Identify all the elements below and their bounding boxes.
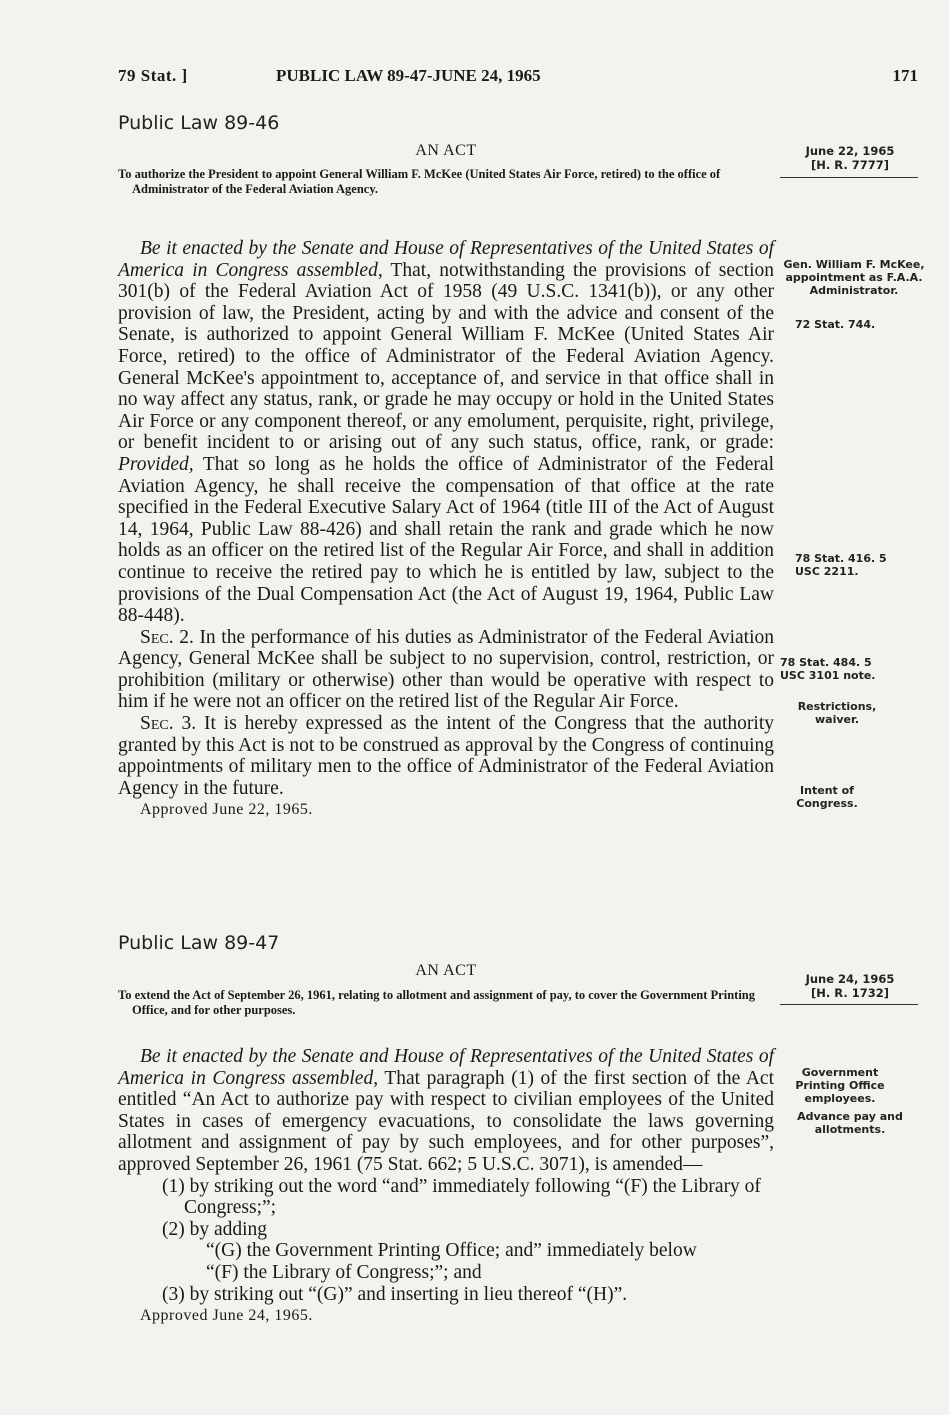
law1-para1: Be it enacted by the Senate and House of Representatives of the United States of America in Congress assembled, That, notwithstanding the provisions of section 301(b) of the Federal Aviation Act of 1958 (49 U.S.C. 1341(b)), or any other provision of law, the President, acting by and with the advice and consent of the Senate, is authorized to appoint General William F. McKee (United States Air Force, retired) to the office of Administrator of the Federal Aviation Agency. General McKee's appointment to, acceptance of, and service in that office shall in no way affect any status, rank, or grade he may occupy or hold in the United States Air Force or any component thereof, or any emolument, perquisite, right, privilege, or benefit incident to or arising out of any such status, office, rank, or grade: Provided, That so long as he holds the office of Administrator of the Federal Aviation Agency, he shall receive the compensation of that office at the rate specified in the Federal Executive Salary Act of 1964 (title III of the Act of August 14, 1964, Public Law 88-426) and shall retain the rank and grade which he now holds as an officer on the retired list of the Regular Air Force, and shall in addition continue to receive the retired pay to which he is entitled by law, subject to the provisions of the Dual Compensation Act (the Act of August 19, 1964, Public Law 88-448). xyxy=(118,238,774,627)
margin-note-intent: Intent of Congress. xyxy=(796,784,858,810)
running-head xyxy=(118,66,918,96)
law1-bill: [H. R. 7777] xyxy=(811,158,889,172)
provided: Provided, xyxy=(118,453,194,475)
law1-date: June 22, 1965 xyxy=(805,144,895,158)
law2-an-act: AN ACT xyxy=(415,962,477,979)
law2-rule xyxy=(780,1004,918,1005)
law1-an-act: AN ACT xyxy=(415,142,477,159)
margin-note-stat744: 72 Stat. 744. xyxy=(795,318,876,331)
law1-purpose: To authorize the President to appoint General William F. McKee (United States Air Force, retired) to the office of Administrator of the Federal Aviation Agency. xyxy=(118,167,721,196)
margin-note-advance-pay: Advance pay and allotments. xyxy=(797,1110,903,1136)
law2-item3: (3) by striking out “(G)” and inserting in lieu thereof “(H)”. xyxy=(162,1283,628,1305)
law2-bill: [H. R. 1732] xyxy=(811,986,889,1000)
law2-item2a: “(G) the Government Printing Office; and” immediately below xyxy=(206,1240,697,1262)
law2-item1: (1) by striking out the word “and” immediately following “(F) the Library of Congress;”; xyxy=(162,1175,761,1219)
law1-sec3: Sec. 3. It is hereby expressed as the intent of the Congress that the authority granted by this Act is not to be construed as approval by the Congress of continuing appointments of military men to the office of Administrator of the Federal Aviation Agency in the future. xyxy=(118,713,774,799)
margin-note-stat484: 78 Stat. 484. 5 USC 3101 note. xyxy=(780,656,876,682)
statute-volume: 79 Stat. ] xyxy=(118,66,188,85)
law2-item2: (2) by adding xyxy=(162,1218,268,1240)
law1-approved: Approved June 22, 1965. xyxy=(140,801,313,819)
law2-title: Public Law 89-47 xyxy=(118,932,280,954)
law1-rule xyxy=(780,177,918,178)
margin-note-restrictions: Restrictions, waiver. xyxy=(797,700,877,726)
law1-title: Public Law 89-46 xyxy=(118,112,280,134)
page-number: 171 xyxy=(892,66,918,85)
margin-note-appointment: Gen. William F. McKee, appointment as F.A.A. Administrator. xyxy=(783,258,925,297)
law2-section1 xyxy=(118,1046,774,1325)
running-title: PUBLIC LAW 89-47-JUNE 24, 1965 xyxy=(276,66,541,85)
enacting-clause: Be it enacted by the Senate and House of Representatives of the United States of America in Congress assembled, xyxy=(118,238,774,281)
margin-note-gpo: Government Printing Office employees. xyxy=(795,1066,885,1105)
law1-sec2: Sec. 2. In the performance of his duties as Administrator of the Federal Aviation Agency, General McKee shall be subject to no supervision, control, restriction, or prohibition (military or otherwise) other than would be operative with respect to him if he were not an officer on the retired list of the Regular Air Force. xyxy=(118,626,774,713)
law2-para1: Be it enacted by the Senate and House of Representatives of the United States of America in Congress assembled, That paragraph (1) of the first section of the Act entitled “An Act to authorize pay with respect to civilian employees of the United States in cases of emergency evacuations, to consolidate the laws governing allotment and assignment of pay by such employees, and for other purposes”, approved September 26, 1961 (75 Stat. 662; 5 U.S.C. 3071), is amended— xyxy=(118,1046,774,1175)
law2-item2b: “(F) the Library of Congress;”; and xyxy=(206,1261,482,1283)
law2-approved: Approved June 24, 1965. xyxy=(140,1307,313,1325)
law2-date: June 24, 1965 xyxy=(805,972,895,986)
enacting-clause-2: Be it enacted by the Senate and House of Representatives of the United States of America in Congress assembled, xyxy=(118,1046,774,1089)
margin-note-stat416: 78 Stat. 416. 5 USC 2211. xyxy=(795,552,887,578)
law1-section1 xyxy=(118,238,774,819)
law2-purpose: To extend the Act of September 26, 1961, relating to allotment and assignment of pay, to cover the Government Printing Office, and for other purposes. xyxy=(118,988,755,1017)
